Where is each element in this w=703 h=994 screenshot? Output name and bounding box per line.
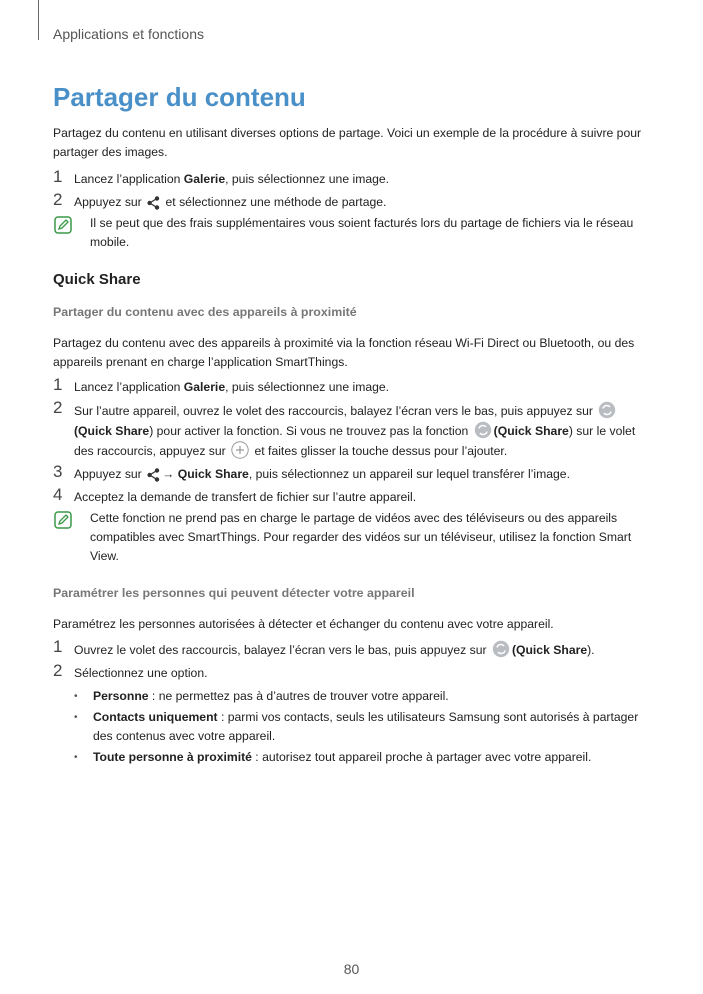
step-2: 2 Appuyez sur et sélectionnez une méthode de partage. xyxy=(53,190,387,209)
step-number: 2 xyxy=(53,398,63,417)
step-number: 1 xyxy=(53,167,63,186)
qs-step-4: 4 Acceptez la demande de transfert de fichier sur l’autre appareil. xyxy=(53,485,417,504)
step-number: 2 xyxy=(53,661,63,680)
list-item: • Toute personne à proximité : autorisez tout appareil proche à partager avec votre appareil. xyxy=(93,748,653,767)
page-header: Applications et fonctions xyxy=(53,26,204,42)
note-2: Cette fonction ne prend pas en charge le partage de vidéos avec des téléviseurs ou des appareils compatibles avec SmartThings. Pour regarder des vidéos sur un téléviseur, utilisez la fonction Smart View. xyxy=(53,509,653,566)
page-title: Partager du contenu xyxy=(53,82,306,112)
quick-share-icon xyxy=(492,640,510,658)
vis-step-1: 1 Ouvrez le volet des raccourcis, balayez l’écran vers le bas, puis appuyez sur (Quick Share). xyxy=(53,637,595,657)
step-1: 1 Lancez l’application Galerie, puis sélectionnez une image. xyxy=(53,167,390,186)
list-item: • Contacts uniquement : parmi vos contacts, seuls les utilisateurs Samsung sont autorisés à partager des contenus avec votre appareil. xyxy=(93,708,653,746)
add-icon xyxy=(231,441,249,459)
note-pencil-icon xyxy=(54,216,72,234)
qs-step-3: 3 Appuyez sur → Quick Share, puis sélectionnez un appareil sur lequel transférer l’image. xyxy=(53,462,570,481)
intro-paragraph: Partagez du contenu en utilisant diverses options de partage. Voici un exemple de la procédure à suivre pour partager des images. xyxy=(53,126,642,159)
visibility-paragraph: Paramétrez les personnes autorisées à détecter et échanger du contenu avec votre appareil. xyxy=(53,617,554,631)
section-heading-quick-share: Quick Share xyxy=(53,271,141,288)
subsection-heading-nearby: Partager du contenu avec des appareils à proximité xyxy=(53,305,357,319)
list-item: • Personne : ne permettez pas à d’autres de trouver votre appareil. xyxy=(93,687,653,706)
step-number: 3 xyxy=(53,462,63,481)
subsection-heading-visibility: Paramétrer les personnes qui peuvent détecter votre appareil xyxy=(53,586,415,600)
share-icon xyxy=(147,196,160,210)
quick-share-icon xyxy=(598,401,616,419)
qs-step-2: 2 Sur l’autre appareil, ouvrez le volet des raccourcis, balayez l’écran vers le bas, puis appuyez sur (Quick Share) pour activer la fonction. Si vous ne trouvez pas la fonction (Quick Share) sur le volet des raccourcis, appuyez sur et faites glisser la touche dessus pour l’ajouter. xyxy=(53,398,636,458)
note-1: Il se peut que des frais supplémentaires vous soient facturés lors du partage de fichiers via le réseau mobile. xyxy=(53,214,653,252)
page-content xyxy=(53,124,653,769)
step-number: 4 xyxy=(53,485,63,504)
nearby-paragraph: Partagez du contenu avec des appareils à proximité via la fonction réseau Wi-Fi Direct ou Bluetooth, ou des appareils prenant en charge l’application SmartThings. xyxy=(53,336,635,369)
share-icon xyxy=(147,468,160,482)
step-number: 2 xyxy=(53,190,63,209)
page-number: 80 xyxy=(343,961,360,977)
step-number: 1 xyxy=(53,637,63,656)
option-list xyxy=(53,687,653,767)
note-pencil-icon xyxy=(54,511,72,529)
quick-share-icon xyxy=(474,421,492,439)
step-number: 1 xyxy=(53,375,63,394)
vis-step-2: 2 Sélectionnez une option. xyxy=(53,661,208,680)
qs-step-1: 1 Lancez l’application Galerie, puis sélectionnez une image. xyxy=(53,375,390,394)
header-divider xyxy=(38,0,39,40)
